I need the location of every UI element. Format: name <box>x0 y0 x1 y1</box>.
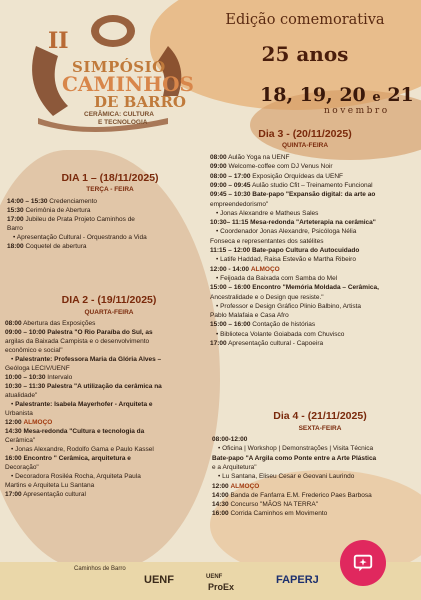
schedule-item <box>7 216 135 225</box>
schedule-item <box>5 482 94 491</box>
bullet-marker: • <box>11 473 14 480</box>
schedule-text: Jonas Alexandre, Rodolfo Gama e Paulo Kassel <box>15 446 154 453</box>
schedule-time: 16:00 <box>212 510 229 518</box>
sponsor-logo-proex: ProEx <box>208 582 235 592</box>
schedule-text: Decoração" <box>5 464 39 471</box>
schedule-time: 12:00 <box>212 482 229 490</box>
schedule-text: Mesa-redonda "Cultura e tecnologia da <box>23 428 145 435</box>
schedule-item <box>210 210 318 219</box>
schedule-item <box>212 464 257 473</box>
chat-badge-button[interactable] <box>340 540 386 586</box>
sponsor-logo-faperj: FAPERJ <box>276 574 319 586</box>
schedule-item <box>210 321 315 330</box>
schedule-text: Contação de histórias <box>252 321 316 329</box>
schedule-text: Bate-papo "A Argila como Ponte entre a Arte Plástica <box>212 454 377 462</box>
schedule-text: Jubileu de Prata Projeto Caminhos de <box>25 216 135 223</box>
schedule-text: Latife Haddad, Raisa Estevão e Martha Ribeiro <box>220 256 356 264</box>
schedule-text: Apresentação cultural <box>23 491 86 498</box>
schedule-text: Aulão Yoga na UENF <box>228 154 290 161</box>
schedule-item <box>210 173 343 182</box>
day4-weekday: SEXTA-FEIRA <box>298 425 342 432</box>
bullet-marker: • <box>11 401 14 408</box>
schedule-item <box>5 455 131 464</box>
schedule-text: Exposição Orquídeas da UENF <box>252 172 343 180</box>
schedule-time: 10:30– 11:15 <box>210 219 249 227</box>
schedule-item <box>7 207 90 216</box>
dates-last: 21 <box>387 84 414 106</box>
day1-title: DIA 1 – (18/11/2025) <box>61 172 159 184</box>
schedule-time: 14:00 <box>212 491 229 499</box>
schedule-text: ALMOÇO <box>250 265 280 273</box>
bullet-marker: • <box>216 274 219 282</box>
schedule-time: 09:00 – 09:45 <box>210 181 251 189</box>
schedule-text: Encontro " Cerâmica, arquitetura e <box>23 455 131 462</box>
bullet-marker: • <box>216 302 219 310</box>
sponsor-logo-uenf: UENF <box>144 574 174 586</box>
schedule-item <box>210 340 323 349</box>
schedule-text: Encontro "Memória Moldada – Cerâmica, <box>252 284 379 292</box>
schedule-time: 08:00-12:00 <box>212 436 248 443</box>
logo-caminhos: CAMINHOS <box>62 72 194 96</box>
anniversary-label: 25 anos <box>261 42 349 66</box>
schedule-item <box>5 464 39 473</box>
schedule-item <box>210 284 379 293</box>
logo-de-barro: DE BARRO <box>94 93 186 111</box>
schedule-time: 17:00 <box>5 491 22 498</box>
schedule-time: 09:00 <box>210 163 227 171</box>
schedule-text: Palestra "A utilização da cerâmica na <box>46 383 162 390</box>
schedule-item <box>210 238 323 247</box>
schedule-item <box>5 338 149 347</box>
schedule-text: Jonas Alexandre e Matheus Sales <box>220 209 319 217</box>
schedule-item <box>212 445 373 454</box>
schedule-text: Urbanista <box>5 410 33 417</box>
schedule-text: Biblioteca Volante Goiabada com Chuvisco <box>220 330 345 338</box>
schedule-item <box>5 473 141 482</box>
schedule-text: Coquetel de abertura <box>25 243 87 250</box>
schedule-item <box>210 275 337 284</box>
schedule-time: 08:00 <box>210 154 227 161</box>
schedule-text: Decoradora Rosiléa Rocha, Arquiteta Paula <box>15 473 141 480</box>
schedule-item <box>5 320 95 329</box>
sponsor-logo-caminhos: Caminhos de Barro <box>74 566 126 572</box>
schedule-item <box>210 201 268 210</box>
bullet-marker: • <box>11 446 14 453</box>
schedule-item <box>5 401 152 410</box>
event-dates <box>260 84 414 106</box>
schedule-item <box>210 154 290 163</box>
schedule-text: Apresentação cultural - Capoeira <box>228 340 324 347</box>
day1-weekday: TERÇA - FEIRA <box>86 186 134 193</box>
schedule-text: Feijoada da Baixada com Samba do Mel <box>220 274 338 282</box>
schedule-text: Cerâmica" <box>5 437 36 444</box>
schedule-item <box>5 383 162 392</box>
schedule-item <box>212 455 376 464</box>
bullet-marker: • <box>216 256 219 264</box>
schedule-text: Oficina | Workshop | Demonstrações | Visita Técnica <box>222 445 374 453</box>
schedule-item <box>210 312 289 321</box>
schedule-text: ALMOÇO <box>230 482 260 490</box>
schedule-item <box>5 428 144 437</box>
logo-numeral: II <box>48 28 69 54</box>
schedule-text: Welcome-coffee com DJ Venus Noir <box>228 163 333 171</box>
schedule-item <box>5 446 154 455</box>
day2-title: DIA 2 - (19/11/2025) <box>61 294 157 306</box>
bullet-marker: • <box>11 356 14 363</box>
bullet-marker: • <box>13 234 16 241</box>
sponsor-logo-uenf-small: UENF <box>206 574 223 580</box>
schedule-text: Bate-papo "Expansão digital: da arte ao <box>252 191 376 199</box>
schedule-text: Concurso "MÃOS NA TERRA" <box>230 501 319 509</box>
schedule-item <box>212 483 259 492</box>
schedule-text: Aulão studio Cfit – Treinamento Funcional <box>251 181 373 189</box>
schedule-time: 14:00 – 15:30 <box>7 198 48 205</box>
schedule-item <box>210 228 356 237</box>
bullet-marker: • <box>216 330 219 338</box>
schedule-text: Cerimônia de Abertura <box>25 207 91 214</box>
dates-main: 18, 19, 20 <box>260 84 366 106</box>
schedule-item <box>5 392 37 401</box>
schedule-time: 17:00 <box>7 216 24 223</box>
schedule-item <box>5 356 161 365</box>
edition-label: Edição comemorativa <box>225 12 385 28</box>
schedule-text: Ancestralidade e o Design que resiste." <box>210 293 324 301</box>
schedule-text: Palestrante: Isabela Mayerhofer - Arquiteta e <box>15 401 153 408</box>
schedule-text: Bate-papo Cultura do Autocuidado <box>251 247 360 254</box>
bullet-marker: • <box>216 228 219 236</box>
schedule-item <box>212 492 372 501</box>
schedule-time: 11:15 – 12:00 <box>210 247 251 254</box>
schedule-text: Palestrante: Professora Maria da Glória Alves – <box>15 356 162 363</box>
schedule-item <box>5 329 153 338</box>
schedule-item <box>212 510 327 519</box>
symposium-logo <box>18 6 194 134</box>
schedule-text: Apresentação Cultural - Orquestrando a Vida <box>16 234 147 241</box>
schedule-text: Credenciamento <box>49 198 97 205</box>
schedule-time: 17:00 <box>210 340 227 347</box>
schedule-item <box>5 437 35 446</box>
schedule-text: atualidade" <box>5 392 38 399</box>
schedule-text: Barro <box>7 225 23 232</box>
schedule-item <box>5 491 86 500</box>
schedule-text: Professor e Design Gráfico Plinio Balbino, Artista <box>220 302 361 310</box>
schedule-text: Mesa-redonda "Arteterapia na cerâmica" <box>250 219 376 227</box>
schedule-item <box>212 501 318 510</box>
schedule-item <box>210 247 359 256</box>
bullet-marker: • <box>218 473 221 481</box>
bullet-marker: • <box>216 209 219 217</box>
schedule-time: 08:00 – 17:00 <box>210 172 251 180</box>
schedule-item <box>7 198 97 207</box>
chat-sparkle-icon <box>352 552 374 574</box>
schedule-item <box>210 303 361 312</box>
schedule-item <box>210 182 373 191</box>
schedule-text: ALMOÇO <box>23 419 53 426</box>
schedule-item <box>210 163 333 172</box>
schedule-item <box>212 473 354 482</box>
schedule-item <box>210 294 324 303</box>
day3-weekday: QUINTA-FEIRA <box>281 142 329 149</box>
schedule-item <box>7 225 23 234</box>
schedule-text: Banda de Fanfarra E.M. Frederico Paes Barbosa <box>230 491 372 499</box>
schedule-item <box>5 347 63 356</box>
schedule-time: 16:00 <box>5 455 22 462</box>
schedule-item <box>210 219 376 228</box>
schedule-item <box>5 410 33 419</box>
schedule-text: e a Arquitetura" <box>212 463 257 471</box>
day3-title: Dia 3 - (20/11/2025) <box>258 128 352 140</box>
schedule-text: Pablo Malafaia e Casa Afro <box>210 312 289 320</box>
schedule-text: econômico e social" <box>5 347 63 354</box>
schedule-item <box>7 234 147 243</box>
schedule-time: 08:00 <box>5 320 22 327</box>
logo-subtitle: E TECNOLOGIA <box>98 119 148 126</box>
schedule-text: Abertura das Exposições <box>23 320 96 327</box>
schedule-text: Palestra "O Rio Paraíba do Sul, as <box>47 329 153 336</box>
schedule-time: 12:00 - 14:00 <box>210 265 250 273</box>
schedule-item <box>212 436 247 445</box>
event-month: novembro <box>324 106 390 116</box>
schedule-item <box>210 256 356 265</box>
schedule-time: 10:30 – 11:30 <box>5 383 46 390</box>
schedule-time: 15:00 – 16:00 <box>210 284 251 292</box>
schedule-item <box>210 191 375 200</box>
schedule-text: Coordenador Jonas Alexandre, Psicóloga Nélia <box>220 228 357 236</box>
schedule-item <box>5 419 52 428</box>
schedule-item <box>5 365 70 374</box>
schedule-text: empreendedorismo" <box>210 200 269 208</box>
schedule-time: 15:00 – 16:00 <box>210 321 251 329</box>
schedule-time: 14:30 <box>212 501 229 509</box>
day2-weekday: QUARTA-FEIRA <box>84 309 134 316</box>
schedule-time: 18:00 <box>7 243 24 250</box>
schedule-time: 14:30 <box>5 428 22 435</box>
schedule-text: Corrida Caminhos em Movimento <box>230 510 328 518</box>
schedule-time: 09:45 – 10:30 <box>210 191 251 199</box>
schedule-time: 12:00 <box>5 419 22 426</box>
schedule-text: Martins e Arquiteta Lu Santana <box>5 482 95 489</box>
schedule-time: 10:00 – 10:30 <box>5 374 46 381</box>
dates-conjunction: e <box>372 90 381 105</box>
schedule-text: Intervalo <box>47 374 73 381</box>
schedule-text: Fonseca e representantes dos satélites <box>210 237 324 245</box>
schedule-item <box>5 374 72 383</box>
schedule-item <box>210 331 344 340</box>
schedule-time: 15:30 <box>7 207 24 214</box>
logo-simposio: SIMPÓSIO <box>72 58 166 76</box>
schedule-text: Geóloga LECIV/UENF <box>5 365 70 372</box>
schedule-item <box>7 243 87 252</box>
schedule-text: Lu Santana, Eliseu Cesar e Geovani Laurindo <box>222 473 355 481</box>
schedule-time: 09:00 – 10:00 <box>5 329 46 336</box>
schedule-item <box>210 266 280 275</box>
schedule-text: argilas da Baixada Campista e o desenvolvimento <box>5 338 150 345</box>
day4-title: Dia 4 - (21/11/2025) <box>273 410 367 422</box>
bullet-marker: • <box>218 445 221 453</box>
logo-subtitle: CERÂMICA: CULTURA <box>84 111 154 118</box>
